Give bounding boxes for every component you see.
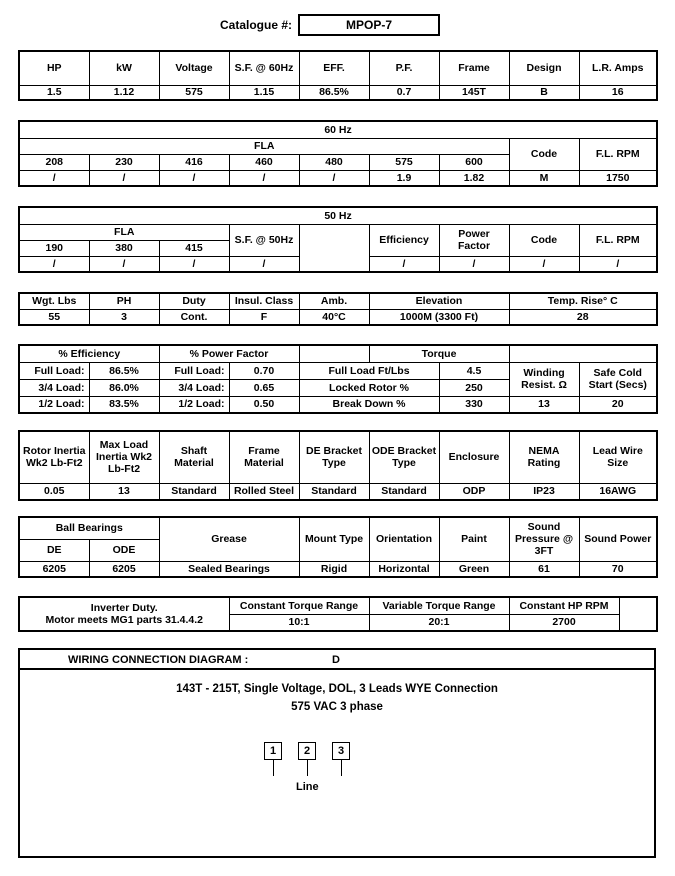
sound-power-value: 70 bbox=[579, 561, 657, 577]
kw-header: kW bbox=[89, 51, 159, 85]
lr-amps-value: 16 bbox=[579, 85, 657, 100]
hp-value: 1.5 bbox=[19, 85, 89, 100]
orientation-value: Horizontal bbox=[369, 561, 439, 577]
wiring-code: D bbox=[332, 654, 340, 666]
duty-value: Cont. bbox=[159, 309, 229, 325]
insul-class-value: F bbox=[229, 309, 299, 325]
hz50-sf-header: S.F. @ 50Hz bbox=[229, 224, 299, 256]
hz60-amp: / bbox=[299, 170, 369, 186]
inverter-table bbox=[18, 596, 658, 632]
voltage-value: 575 bbox=[159, 85, 229, 100]
hp-header: HP bbox=[19, 51, 89, 85]
eff-header: EFF. bbox=[299, 51, 369, 85]
catalogue-label: Catalogue #: bbox=[220, 18, 293, 32]
inverter-mg1-note: Motor meets MG1 parts 31.4.4.2 bbox=[45, 614, 204, 626]
frame-material-value: Rolled Steel bbox=[229, 483, 299, 500]
weight-header: Wgt. Lbs bbox=[19, 293, 89, 309]
hz60-amp: 1.82 bbox=[439, 170, 509, 186]
lead-line bbox=[341, 760, 342, 776]
lead-wire-header: Lead Wire Size bbox=[579, 431, 657, 483]
wiring-header bbox=[20, 650, 654, 670]
inverter-duty-cell bbox=[19, 597, 229, 631]
grease-value: Sealed Bearings bbox=[159, 561, 299, 577]
line-label: Line bbox=[296, 781, 319, 793]
hz50-sf-value: / bbox=[229, 256, 299, 272]
enclosure-header: Enclosure bbox=[439, 431, 509, 483]
torque-load-value: 4.5 bbox=[439, 362, 509, 379]
hz50-code-value: / bbox=[509, 256, 579, 272]
weight-value: 55 bbox=[19, 309, 89, 325]
pf-load-label: 3/4 Load: bbox=[159, 379, 229, 396]
hz60-code-value: M bbox=[509, 170, 579, 186]
kw-value: 1.12 bbox=[89, 85, 159, 100]
hz60-amp: / bbox=[19, 170, 89, 186]
rotor-inertia-value: 0.05 bbox=[19, 483, 89, 500]
de-bracket-header: DE Bracket Type bbox=[299, 431, 369, 483]
hz50-eff-value: / bbox=[369, 256, 439, 272]
pf-load-value: 0.50 bbox=[229, 396, 299, 413]
ode-bearing-value: 6205 bbox=[89, 561, 159, 577]
ball-bearings-header: Ball Bearings bbox=[19, 517, 159, 539]
hz60-volt: 575 bbox=[369, 154, 439, 170]
hz60-amp: / bbox=[229, 170, 299, 186]
efficiency-header: % Efficiency bbox=[19, 345, 159, 362]
ambient-value: 40°C bbox=[299, 309, 369, 325]
hz60-amp: / bbox=[159, 170, 229, 186]
eff-load-value: 83.5% bbox=[89, 396, 159, 413]
elevation-value: 1000M (3300 Ft) bbox=[369, 309, 509, 325]
hz50-title: 50 Hz bbox=[19, 207, 657, 224]
paint-value: Green bbox=[439, 561, 509, 577]
hz60-amp: 1.9 bbox=[369, 170, 439, 186]
hz60-volt: 230 bbox=[89, 154, 159, 170]
power-factor-header: % Power Factor bbox=[159, 345, 299, 362]
orientation-header: Orientation bbox=[369, 517, 439, 561]
voltage-header: Voltage bbox=[159, 51, 229, 85]
frame-value: 145T bbox=[439, 85, 509, 100]
nema-rating-header: NEMA Rating bbox=[509, 431, 579, 483]
enclosure-value: ODP bbox=[439, 483, 509, 500]
eff-load-value: 86.0% bbox=[89, 379, 159, 396]
eff-load-label: 1/2 Load: bbox=[19, 396, 89, 413]
design-header: Design bbox=[509, 51, 579, 85]
torque-load-label: Locked Rotor % bbox=[299, 379, 439, 396]
temp-rise-value: 28 bbox=[509, 309, 657, 325]
performance-table bbox=[18, 344, 658, 414]
sf60-value: 1.15 bbox=[229, 85, 299, 100]
constant-hp-header: Constant HP RPM bbox=[509, 597, 619, 614]
torque-load-label: Break Down % bbox=[299, 396, 439, 413]
hz50-flrpm-header: F.L. RPM bbox=[579, 224, 657, 256]
terminal-box: 2 bbox=[298, 742, 316, 760]
mount-type-value: Rigid bbox=[299, 561, 369, 577]
wiring-diagram-panel bbox=[18, 648, 656, 858]
hz60-flrpm-header: F.L. RPM bbox=[579, 138, 657, 170]
mount-type-header: Mount Type bbox=[299, 517, 369, 561]
hz50-amp: / bbox=[19, 256, 89, 272]
duty-header: Duty bbox=[159, 293, 229, 309]
eff-load-label: 3/4 Load: bbox=[19, 379, 89, 396]
hz50-table bbox=[18, 206, 658, 273]
hz50-eff-header: Efficiency bbox=[369, 224, 439, 256]
sound-power-header: Sound Power bbox=[579, 517, 657, 561]
hz60-amp: / bbox=[89, 170, 159, 186]
sound-pressure-value: 61 bbox=[509, 561, 579, 577]
ode-header: ODE bbox=[89, 539, 159, 561]
inverter-duty-label: Inverter Duty. bbox=[90, 602, 158, 614]
hz50-flrpm-value: / bbox=[579, 256, 657, 272]
eff-value: 86.5% bbox=[299, 85, 369, 100]
eff-load-label: Full Load: bbox=[19, 362, 89, 379]
frame-material-header: Frame Material bbox=[229, 431, 299, 483]
bearings-table bbox=[18, 516, 658, 578]
pf-header: P.F. bbox=[369, 51, 439, 85]
torque-header: Torque bbox=[369, 345, 509, 362]
rotor-inertia-header: Rotor Inertia Wk2 Lb-Ft2 bbox=[19, 431, 89, 483]
nema-rating-value: IP23 bbox=[509, 483, 579, 500]
ambient-header: Amb. bbox=[299, 293, 369, 309]
winding-resist-value: 13 bbox=[509, 396, 579, 413]
hz50-fla-header: FLA bbox=[19, 224, 229, 240]
eff-load-value: 86.5% bbox=[89, 362, 159, 379]
safe-cold-start-header: Safe Cold Start (Secs) bbox=[579, 362, 657, 396]
pf-load-value: 0.70 bbox=[229, 362, 299, 379]
pf-load-label: 1/2 Load: bbox=[159, 396, 229, 413]
pf-value: 0.7 bbox=[369, 85, 439, 100]
ode-bracket-header: ODE Bracket Type bbox=[369, 431, 439, 483]
design-value: B bbox=[509, 85, 579, 100]
hz50-pf-header: Power Factor bbox=[439, 224, 509, 256]
variable-torque-header: Variable Torque Range bbox=[369, 597, 509, 614]
phase-value: 3 bbox=[89, 309, 159, 325]
lead-wire-value: 16AWG bbox=[579, 483, 657, 500]
hz50-volt: 415 bbox=[159, 240, 229, 256]
paint-header: Paint bbox=[439, 517, 509, 561]
hz50-volt: 190 bbox=[19, 240, 89, 256]
torque-load-value: 330 bbox=[439, 396, 509, 413]
max-load-inertia-header: Max Load Inertia Wk2 Lb-Ft2 bbox=[89, 431, 159, 483]
hz60-fla-header: FLA bbox=[19, 138, 509, 154]
hz60-volt: 480 bbox=[299, 154, 369, 170]
lead-line bbox=[273, 760, 274, 776]
mechanical-table bbox=[18, 430, 658, 501]
wiring-voltage: 575 VAC 3 phase bbox=[291, 701, 383, 713]
pf-load-value: 0.65 bbox=[229, 379, 299, 396]
elevation-header: Elevation bbox=[369, 293, 509, 309]
hz50-amp: / bbox=[159, 256, 229, 272]
hz60-title: 60 Hz bbox=[19, 121, 657, 138]
hz60-volt: 600 bbox=[439, 154, 509, 170]
hz60-code-header: Code bbox=[509, 138, 579, 170]
inverter-blank bbox=[619, 597, 657, 631]
torque-blank bbox=[299, 345, 369, 362]
de-bracket-value: Standard bbox=[299, 483, 369, 500]
hz50-blank bbox=[299, 224, 369, 272]
hz60-table bbox=[18, 120, 658, 187]
hz60-volt: 460 bbox=[229, 154, 299, 170]
lr-amps-header: L.R. Amps bbox=[579, 51, 657, 85]
insul-class-header: Insul. Class bbox=[229, 293, 299, 309]
ratings-table bbox=[18, 50, 658, 101]
wiring-title: WIRING CONNECTION DIAGRAM : bbox=[68, 654, 249, 666]
hz60-volt: 416 bbox=[159, 154, 229, 170]
hz60-flrpm-value: 1750 bbox=[579, 170, 657, 186]
winding-resist-header: Winding Resist. Ω bbox=[509, 362, 579, 396]
hz50-amp: / bbox=[89, 256, 159, 272]
max-load-inertia-value: 13 bbox=[89, 483, 159, 500]
general-table bbox=[18, 292, 658, 326]
constant-torque-header: Constant Torque Range bbox=[229, 597, 369, 614]
constant-hp-value: 2700 bbox=[509, 614, 619, 631]
grease-header: Grease bbox=[159, 517, 299, 561]
hz50-pf-value: / bbox=[439, 256, 509, 272]
sf60-header: S.F. @ 60Hz bbox=[229, 51, 299, 85]
de-bearing-value: 6205 bbox=[19, 561, 89, 577]
de-header: DE bbox=[19, 539, 89, 561]
variable-torque-value: 20:1 bbox=[369, 614, 509, 631]
temp-rise-header: Temp. Rise° C bbox=[509, 293, 657, 309]
shaft-material-value: Standard bbox=[159, 483, 229, 500]
phase-header: PH bbox=[89, 293, 159, 309]
constant-torque-value: 10:1 bbox=[229, 614, 369, 631]
hz60-volt: 208 bbox=[19, 154, 89, 170]
sound-pressure-header: Sound Pressure @ 3FT bbox=[509, 517, 579, 561]
torque-load-value: 250 bbox=[439, 379, 509, 396]
frame-header: Frame bbox=[439, 51, 509, 85]
catalogue-number: MPOP-7 bbox=[298, 14, 440, 36]
ode-bracket-value: Standard bbox=[369, 483, 439, 500]
safe-cold-start-value: 20 bbox=[579, 396, 657, 413]
lead-line bbox=[307, 760, 308, 776]
perf-blank bbox=[509, 345, 657, 362]
wiring-description: 143T - 215T, Single Voltage, DOL, 3 Leads WYE Connection bbox=[176, 683, 498, 695]
terminal-box: 3 bbox=[332, 742, 350, 760]
torque-load-label: Full Load Ft/Lbs bbox=[299, 362, 439, 379]
hz50-volt: 380 bbox=[89, 240, 159, 256]
shaft-material-header: Shaft Material bbox=[159, 431, 229, 483]
terminal-box: 1 bbox=[264, 742, 282, 760]
hz50-code-header: Code bbox=[509, 224, 579, 256]
pf-load-label: Full Load: bbox=[159, 362, 229, 379]
